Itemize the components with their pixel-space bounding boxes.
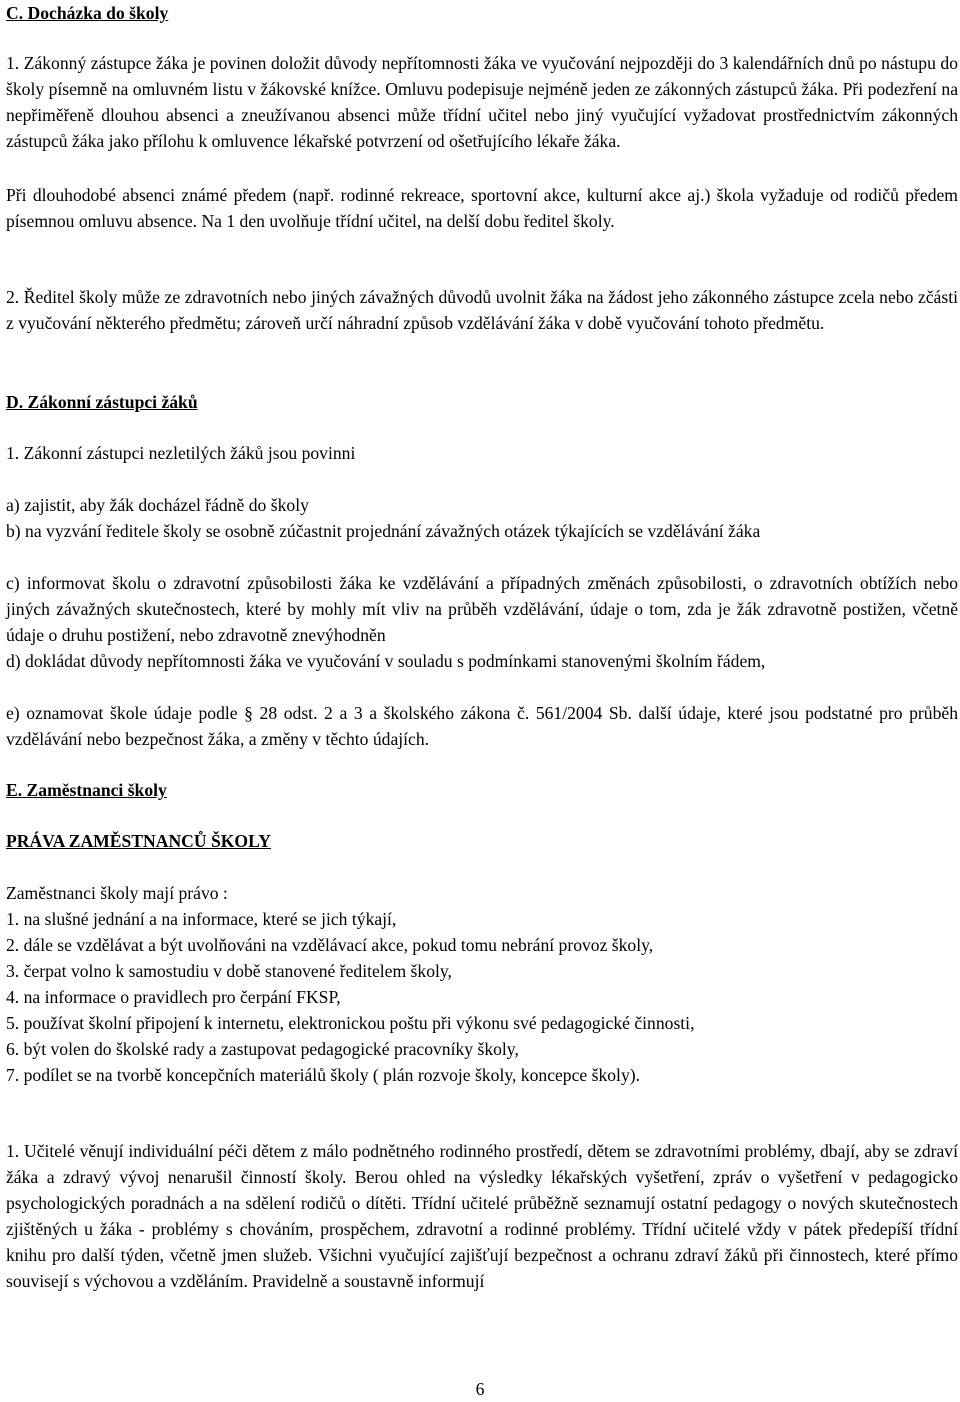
section-e-heading: E. Zaměstnanci školy: [6, 780, 167, 800]
section-c-paragraph-1: 1. Zákonný zástupce žáka je povinen doložit důvody nepřítomnosti žáka ve vyučování nejpozději do 3 kalendářních dnů po nástupu do školy písemně na omluvném listu v žákovské knížce. Omluvu podepisuje nejméně jeden ze zákonných zástupců žáka. Při podezření na nepřiměřeně dlouhou absenci a zneužívanou absenci může třídní učitel nebo jiný vyučující vyžadovat prostřednictvím zákonných zástupců žáka jako přílohu k omluvence lékařské potvrzení od ošetřujícího lékaře žáka.: [6, 53, 958, 151]
right-item-6: 6. být volen do školské rady a zastupovat pedagogické pracovníky školy,: [6, 1039, 519, 1059]
section-c-paragraph-2: 2. Ředitel školy může ze zdravotních nebo jiných závažných důvodů uvolnit žáka na žádost jeho zákonného zástupce zcela nebo zčásti z vyučování některého předmětu; zároveň určí náhradní způsob vzdělávání žáka v době vyučování tohoto předmětu.: [6, 287, 958, 333]
right-item-7: 7. podílet se na tvorbě koncepčních materiálů školy ( plán rozvoje školy, koncepce školy).: [6, 1065, 641, 1085]
section-c-heading: C. Docházka do školy: [6, 3, 169, 23]
right-item-3: 3. čerpat volno k samostudiu v době stanovené ředitelem školy,: [6, 961, 452, 981]
right-item-4: 4. na informace o pravidlech pro čerpání FKSP,: [6, 987, 341, 1007]
section-d-heading: D. Zákonní zástupci žáků: [6, 392, 198, 412]
teachers-paragraph: 1. Učitelé věnují individuální péči dětem z málo podnětného rodinného prostředí, dětem se zdravotními problémy, dbají, aby se zdraví žáka a zdravý vývoj nenarušil činností školy. Berou ohled na výsledky lékařských vyšetření, zpráv o vyšetření v pedagogicko psychologických poradnách a na sdělení rodičů o dítěti. Třídní učitelé průběžně seznamují ostatní pedagogy o nových skutečnostech zjištěných u žáka - problémy s chováním, prospěchem, zdravotní a rodinné problémy. Třídní učitelé vždy v pátek předepíší třídní knihu pro další týden, včetně jmen služeb. Všichni vyučující zajišťují bezpečnost a ochranu zdraví žáků při činnostech, které přímo souvisejí s výchovou a vzděláním. Pravidelně a soustavně informují: [6, 1141, 958, 1291]
duty-item-e: e) oznamovat škole údaje podle § 28 odst. 2 a 3 a školského zákona č. 561/2004 Sb. další údaje, které jsou podstatné pro průběh vzdělávání nebo bezpečnost žáka, a změny v těchto údajích.: [6, 703, 958, 749]
right-item-1: 1. na slušné jednání a na informace, které se jich týkají,: [6, 909, 397, 929]
section-d-intro: 1. Zákonní zástupci nezletilých žáků jsou povinni: [6, 443, 356, 463]
employee-rights-heading: PRÁVA ZAMĚSTNANCŮ ŠKOLY: [6, 831, 271, 851]
duty-item-b: b) na vyzvání ředitele školy se osobně zúčastnit projednání závažných otázek týkajících se vzdělávání žáka: [6, 521, 761, 541]
section-c-paragraph-1b: Při dlouhodobé absenci známé předem (např. rodinné rekreace, sportovní akce, kulturní akce aj.) škola vyžaduje od rodičů předem písemnou omluvu absence. Na 1 den uvolňuje třídní učitel, na delší dobu ředitel školy.: [6, 185, 958, 231]
duty-item-c: c) informovat školu o zdravotní způsobilosti žáka ke vzdělávání a případných změnách způsobilosti, o zdravotních obtížích nebo jiných závažných skutečnostech, které by mohly mít vliv na průběh vzdělávání, údaje o tom, zda je žák zdravotně postižen, včetně údaje o druhu postižení, nebo zdravotně znevýhodněn: [6, 573, 958, 645]
right-item-2: 2. dále se vzdělávat a být uvolňováni na vzdělávací akce, pokud tomu nebrání provoz školy,: [6, 935, 654, 955]
page-number: 6: [475, 1379, 485, 1399]
duty-item-a: a) zajistit, aby žák docházel řádně do školy: [6, 495, 309, 515]
employee-rights-intro: Zaměstnanci školy mají právo :: [6, 883, 228, 903]
right-item-5: 5. používat školní připojení k internetu, elektronickou poštu při výkonu své pedagogické činnosti,: [6, 1013, 695, 1033]
duty-item-d: d) dokládat důvody nepřítomnosti žáka ve vyučování v souladu s podmínkami stanovenými školním řádem,: [6, 651, 766, 671]
